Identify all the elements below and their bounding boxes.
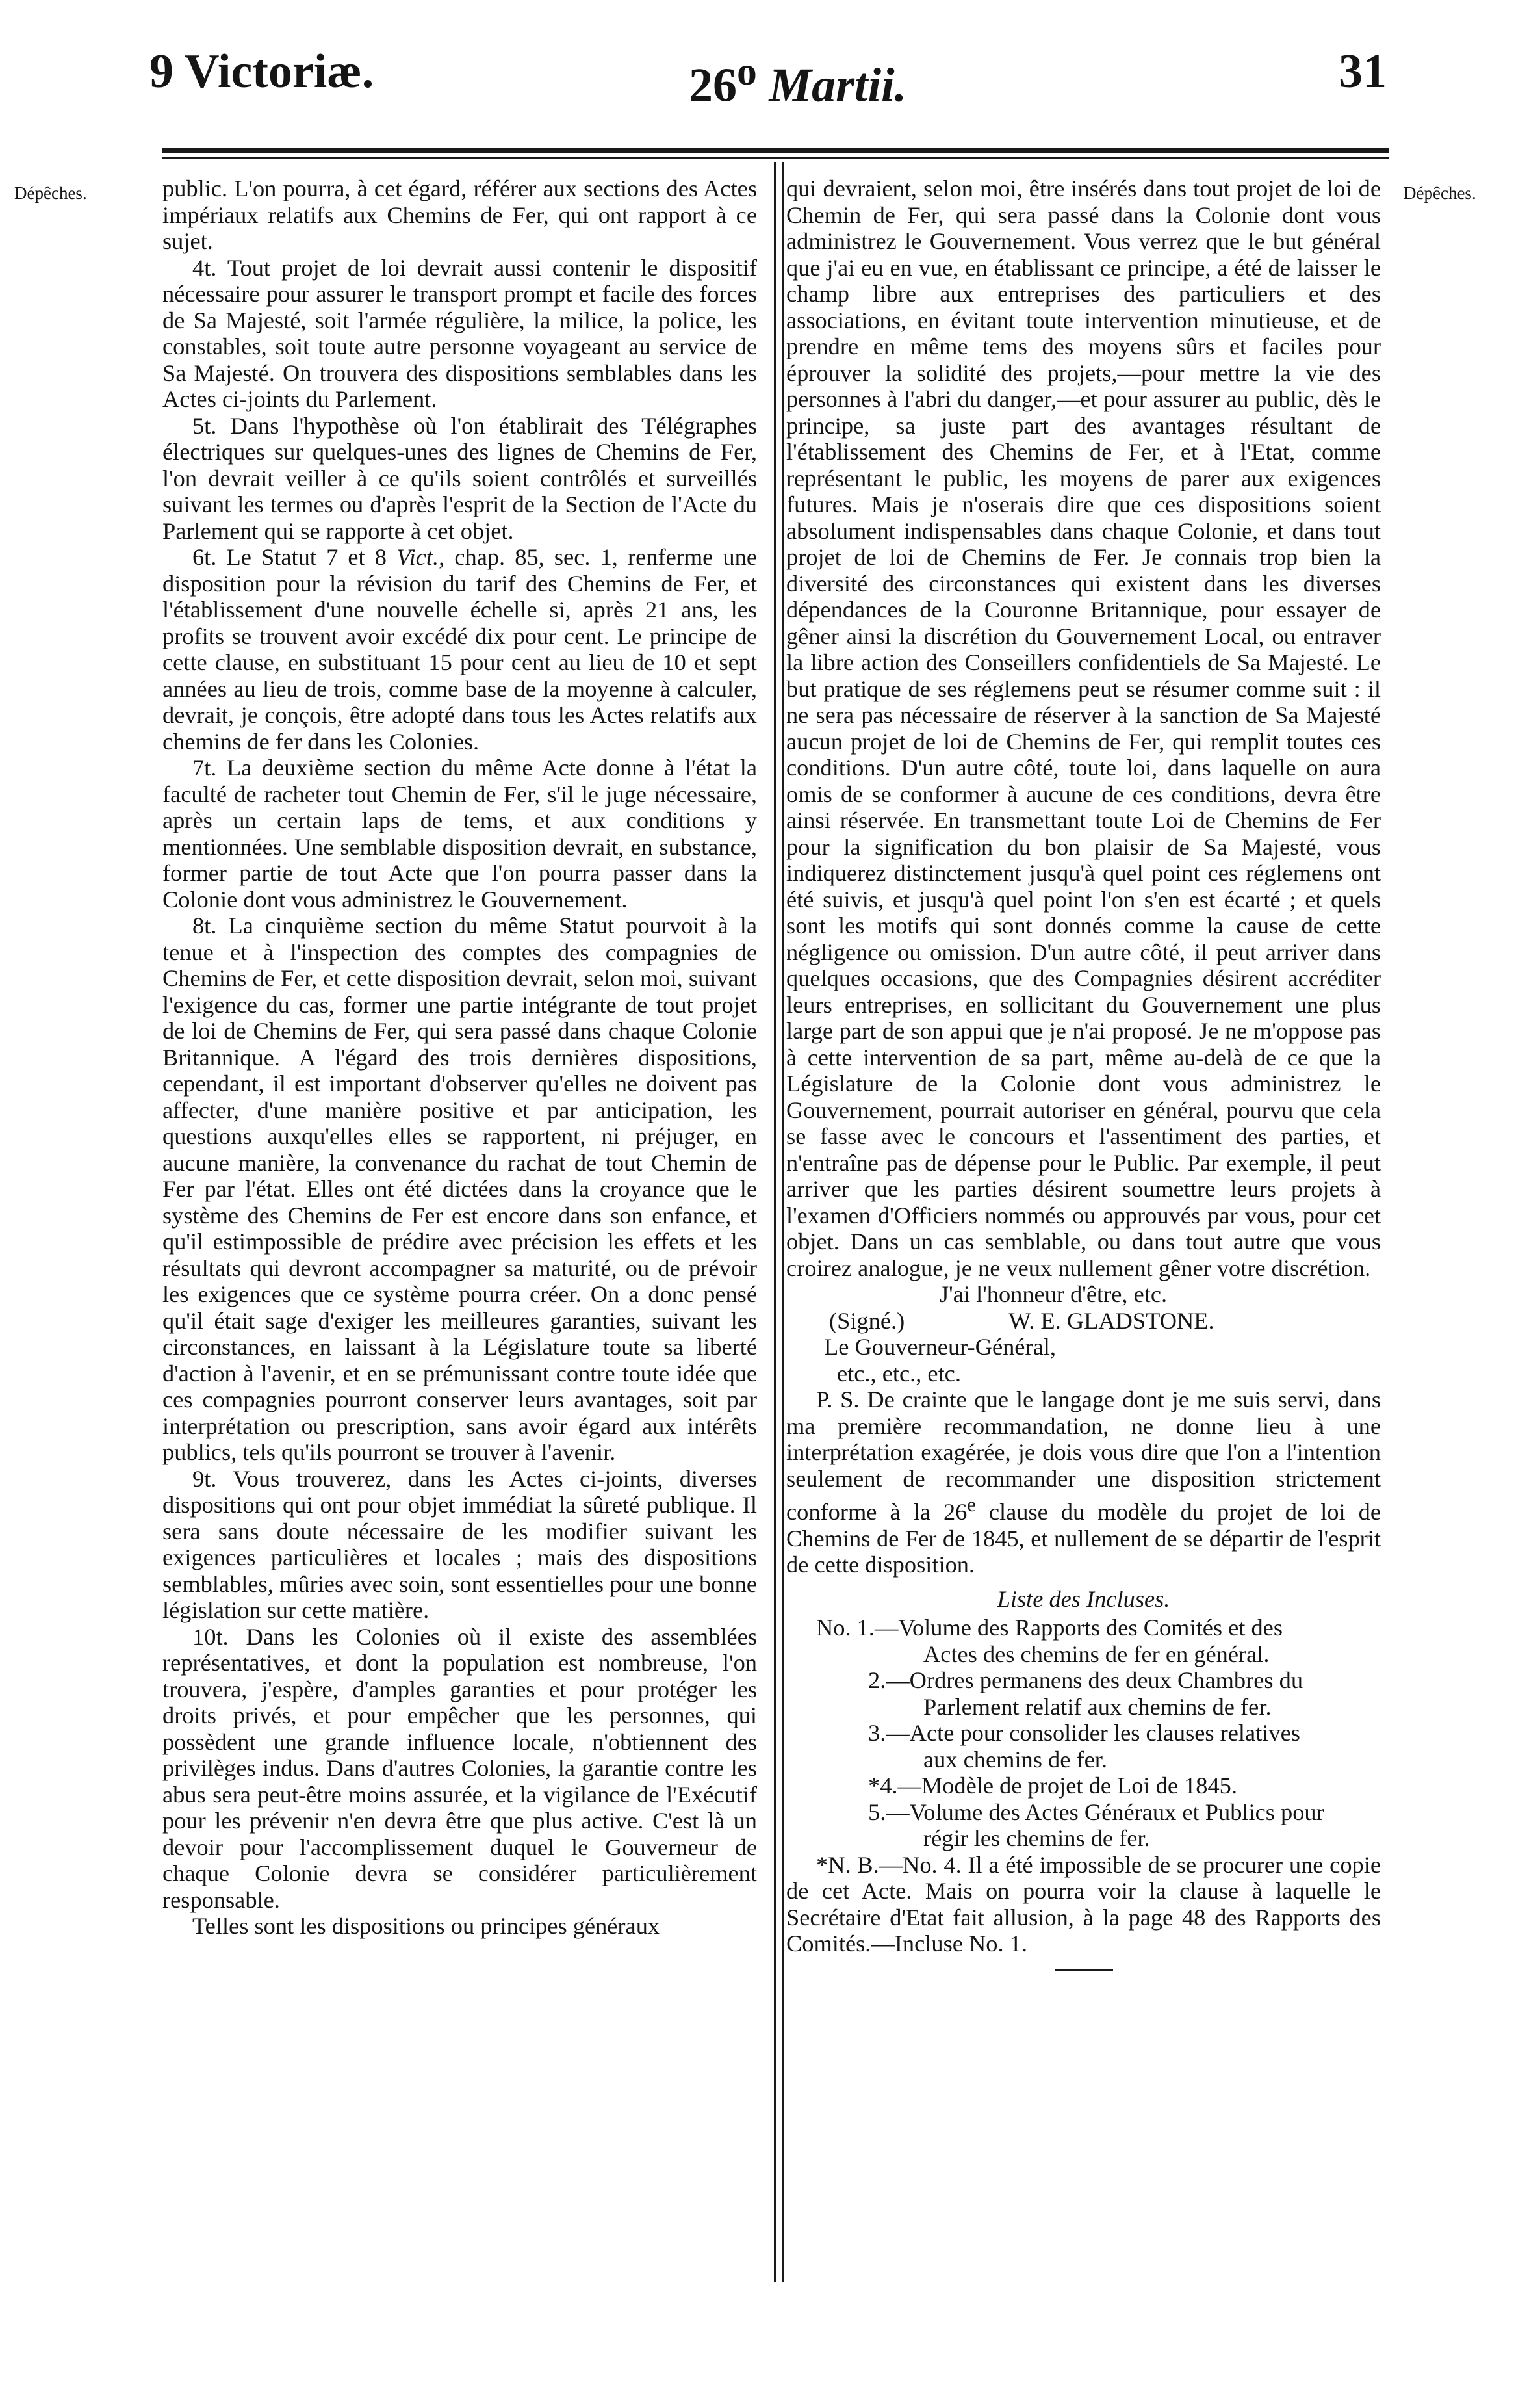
addressee-etc: etc., etc., etc.	[837, 1360, 961, 1386]
margin-note-right: Dépêches.	[1404, 183, 1476, 203]
ordinal-sup: e	[967, 1494, 976, 1516]
paragraph-10t: 10t. Dans les Colonies où il existe des assemblées représentatives, et dont la population est nombreuse, l'on trouvera, j'espère, d'amples garanties et pour protéger les droits privés, et pour empêcher que les personnes, qui possèdent une grande influence locale, n'obtiennent des privilèges indus. Dans d'autres Colonies, la garantie contre les abus sera peut-être moins assurée, et la vigilance de l'Exécutif pour les prévenir n'en devra être que plus active. C'est là un devoir pour l'accomplissement duquel le Gouverneur de chaque Colonie devra se considérer particulièrement responsable.	[162, 1623, 757, 1913]
enclosure-3	[786, 1720, 1381, 1773]
postscript-start: P. S. De crainte que le langage dont je me suis servi, dans ma première recommandation, ne donne lieu à une interprétation exagérée, je dois vous dire que l'on a l'intention seulement de recommander une disposition strictement conforme à la 26	[786, 1386, 1381, 1526]
paragraph-6t-rest: , chap. 85, sec. 1, renferme une disposition pour la révision du tarif des Chemins de Fer, et l'établissement d'une nouvelle échelle si, après 21 ans, les profits se trouvent avoir excédé dix pour cent. Le principe de cette clause, en substituant 15 pour cent au lieu de 10 et sept années au lieu de trois, comme base de la moyenne à calculer, devrait, je conçois, être adopté dans tous les Actes relatifs aux chemins de fer dans les Colonies.	[162, 544, 757, 755]
enclosure-1	[786, 1615, 1381, 1667]
page-number: 31	[1339, 45, 1387, 98]
enclosure-3-line2: aux chemins de fer.	[923, 1746, 1107, 1773]
enclosures-title: Liste des Incluses.	[997, 1585, 1170, 1612]
page-header	[0, 32, 1540, 110]
header-rule-thin	[162, 157, 1389, 159]
enclosure-2	[786, 1667, 1381, 1720]
enclosure-4-line1: *4.—Modèle de projet de Loi de 1845.	[868, 1773, 1237, 1799]
right-column	[786, 176, 1381, 1971]
paragraph-6t	[162, 544, 757, 755]
end-rule	[1055, 1969, 1113, 1971]
enclosure-1-line2: Actes des chemins de fer en général.	[923, 1641, 1270, 1667]
paragraph-6t-start: 6t. Le Statut 7 et 8	[192, 544, 397, 570]
paragraph-4t: 4t. Tout projet de loi devrait aussi contenir le dispositif nécessaire pour assurer le transport prompt et facile des forces de Sa Majesté, soit l'armée régulière, la milice, la police, les constables, soit toute autre personne voyageant au service de Sa Majesté. On trouvera des dispositions semblables dans les Actes ci-joints du Parlement.	[162, 254, 757, 412]
date-month: Martii.	[769, 58, 907, 112]
addressee: Le Gouverneur-Général,	[824, 1334, 1056, 1360]
closing-salutation: J'ai l'honneur d'être, etc.	[940, 1281, 1168, 1307]
date-ordinal: o	[737, 49, 757, 94]
paragraph-continuation: public. L'on pourra, à cet égard, référer aux sections des Actes impériaux relatifs aux Chemins de Fer, qui ont rapport à ce sujet.	[162, 176, 757, 254]
enclosure-5-line2: régir les chemins de fer.	[923, 1825, 1150, 1852]
header-rule-thick	[162, 148, 1389, 153]
column-divider-left	[774, 162, 776, 2282]
paragraph-7t: 7t. La deuxième section du même Acte donne à l'état la faculté de racheter tout Chemin de Fer, s'il le juge nécessaire, après un certain laps de tems, et aux conditions y mentionnées. Une semblable disposition devrait, en substance, former partie de tout Acte que l'on pourra passer dans la Colonie dont vous administrez le Gouvernement.	[162, 755, 757, 913]
column-divider-right	[782, 162, 784, 2282]
paragraph-8t: 8t. La cinquième section du même Statut pourvoit à la tenue et à l'inspection des comptes des compagnies de Chemins de Fer, et cette disposition devrait, selon moi, suivant l'exigence du cas, former une partie intégrante de tout projet de loi de Chemins de Fer, qui sera passé dans chaque Colonie Britannique. A l'égard des trois dernières dispositions, cependant, il est important d'observer qu'elles ne doivent pas affecter, d'une manière positive et par anticipation, les questions auxqu'elles elles se rapportent, ni préjuger, en aucune manière, la convenance du rachat de tout Chemin de Fer par l'état. Elles ont été dictées dans la croyance que le système des Chemins de Fer est encore dans son enfance, et qu'il estimpossible de prédire avec précision les effets et les résultats qui devront accompagner sa maturité, ou de prévoir les exigences que ce système pourra créer. On a donc pensé qu'il était sage d'exiger les meilleures garanties, suivant les circonstances, en laissant à la Législature toute sa liberté d'action à l'avenir, et en se prémunissant contre toute idée que ces compagnies pourront conserver leurs avantages, soit par interprétation ou prescription, sans avoir égard aux intérêts publics, tels qu'ils pourront se trouver à l'avenir.	[162, 913, 757, 1465]
enclosure-5	[786, 1799, 1381, 1852]
statute-abbrev: Vict.	[396, 544, 439, 570]
enclosure-2-line2: Parlement relatif aux chemins de fer.	[923, 1693, 1272, 1720]
paragraph-5t: 5t. Dans l'hypothèse où l'on établirait des Télégraphes électriques sur quelques-unes des lignes de Chemins de Fer, l'on devrait veiller à ce qu'ils soient contrôlés et surveillés suivant les termes ou d'après l'esprit de la Section de l'Acte du Parlement qui se rapporte à cet objet.	[162, 412, 757, 544]
enclosure-5-line1: 5.—Volume des Actes Généraux et Publics pour	[868, 1799, 1324, 1825]
paragraph-closing-start: Telles sont les dispositions ou principes généraux	[192, 1913, 660, 1939]
paragraph-continued: qui devraient, selon moi, être insérés dans tout projet de loi de Chemin de Fer, qui sera passé dans la Colonie dont vous administrez le Gouvernement. Vous verrez que le but général que j'ai eu en vue, en établissant ce principe, a été de laisser le champ libre aux entreprises des particuliers et des associations, en évitant toute intervention minutieuse, et de prendre en même tems des moyens sûrs et faciles pour éprouver la solidité des projets,—pour mettre la vie des personnes à l'abri du danger,—et pour assurer au public, dès le principe, sa juste part des avantages résultant de l'établissement des Chemins de Fer, et à l'Etat, comme représentant le public, les moyens de parer aux exigences futures. Mais je n'oserais dire que ces dispositions soient absolument indispensables dans chaque Colonie, et dans tout projet de loi de Chemins de Fer. Je connais trop bien la diversité des circonstances qui existent dans les diverses dépendances de la Couronne Britannique, pour essayer de gêner ainsi la discrétion du Gouvernement Local, ou entraver la libre action des Conseillers confidentiels de Sa Majesté. Le but pratique de ses réglemens peut se résumer comme suit : il ne sera pas nécessaire de réserver à la sanction de Sa Majesté aucun projet de loi de Chemins de Fer, qui remplit toutes ces conditions. D'un autre côté, toute loi, dans laquelle on aura omis de se conformer à aucune de ces conditions, devra être ainsi réservée. En transmettant toute Loi de Chemins de Fer pour la signification du bon plaisir de Sa Majesté, vous indiquerez distinctement jusqu'à quel point ces réglemens ont été suivis, et jusqu'à quel point l'on s'en est écarté ; et quels sont les motifs qui sont donnés comme la cause de cette négligence ou omission. D'un autre côté, il peut arriver dans quelques occasions, que des Compagnies désirent accréditer leurs entreprises, en sollicitant du Gouvernement une plus large part de son appui que je n'ai proposé. Je ne m'oppose pas à cette intervention de sa part, même au-delà de ce que la Législature de la Colonie dont vous administrez le Gouvernement, pourrait autoriser en général, pourvu que cela se fasse avec le concours et l'assentiment des parties, et n'entraîne pas de dépense pour le Public. Par exemple, il peut arriver que les parties désirent soumettre leurs projets à l'examen d'Officiers nommés ou approuvés par vous, pour cet objet. Dans un cas semblable, ou dans tout autre que vous croirez analogue, je ne veux nullement gêner votre discrétion.	[786, 176, 1381, 1281]
enclosure-4	[786, 1773, 1381, 1799]
postscript-rest: clause du modèle du projet de loi de Chemins de Fer de 1845, et nullement de se départir de l'esprit de cette disposition.	[786, 1499, 1381, 1578]
paragraph-9t: 9t. Vous trouverez, dans les Actes ci-joints, diverses dispositions qui ont pour objet immédiat la sûreté publique. Il sera sans doute nécessaire de les modifier suivant les exigences particulières et locales ; mais des dispositions semblables, mûries avec soin, sont essentielles pour une bonne législation sur cette matière.	[162, 1465, 757, 1623]
regnal-year: 9 Victoriæ.	[149, 45, 374, 98]
page-date	[689, 32, 906, 125]
postscript	[786, 1386, 1381, 1578]
margin-note-left: Dépêches.	[14, 183, 87, 203]
signature-name: W. E. GLADSTONE.	[1008, 1307, 1214, 1334]
enclosure-3-line1: 3.—Acte pour consolider les clauses relatives	[868, 1720, 1300, 1747]
enclosure-2-line1: 2.—Ordres permanens des deux Chambres du	[868, 1667, 1303, 1694]
signature-line	[786, 1308, 1381, 1334]
date-day: 26	[689, 58, 737, 112]
enclosure-1-line1: No. 1.—Volume des Rapports des Comités et des	[816, 1615, 1283, 1641]
left-column	[162, 176, 757, 1940]
signe-label: (Signé.)	[829, 1307, 905, 1334]
footnote-nb: *N. B.—No. 4. Il a été impossible de se procurer une copie de cet Acte. Mais on pourra voir la clause à laquelle le Secrétaire d'Etat fait allusion, à la page 48 des Rapports des Comités.—Incluse No. 1.	[786, 1851, 1381, 1957]
